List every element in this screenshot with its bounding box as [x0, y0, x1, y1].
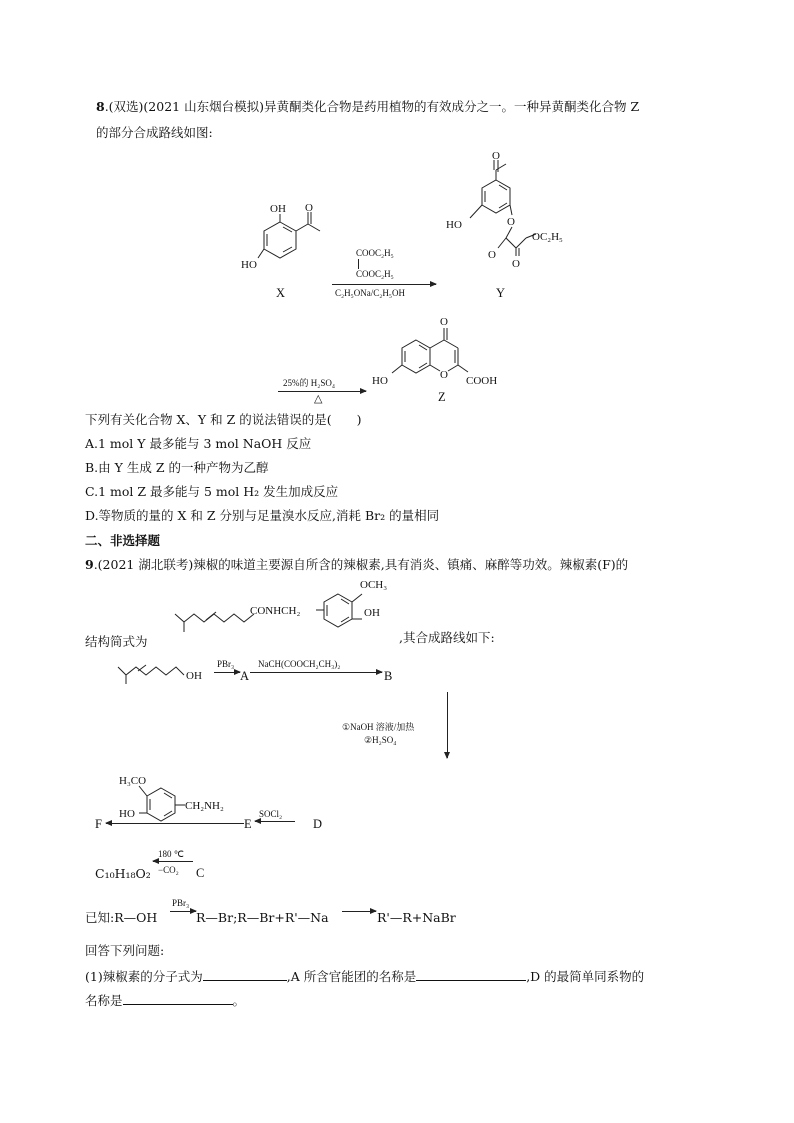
label-a: A [240, 669, 250, 683]
known-end: R'—R+NaBr [377, 910, 456, 925]
q9-number: 9 [85, 557, 94, 572]
answer-blank-functional-group[interactable] [416, 967, 526, 981]
amine-ch2nh2: CH₂NH₂ [185, 800, 224, 812]
sub1-part-a: (1)辣椒素的分子式为 [85, 969, 203, 984]
known-arrow-1 [170, 911, 196, 912]
q8-option-a: A.1 mol Y 最多能与 3 mol NaOH 反应 [85, 436, 312, 451]
label-x: X [276, 286, 286, 300]
q8-stem: 下列有关化合物 X、Y 和 Z 的说法错误的是( ) [85, 412, 362, 427]
arrow-e-to-f [106, 823, 244, 824]
reaction-arrow-y-z [278, 391, 366, 392]
known-mid: R—Br;R—Br+R'—Na [196, 910, 329, 925]
molecule-z [370, 310, 520, 390]
step3-line2: ②H₂SO₄ [364, 735, 397, 745]
known-pbr3: PBr₃ [172, 898, 190, 908]
reagent2-top: 25%的 H₂SO₄ [283, 378, 336, 388]
q8-line2: 的部分合成路线如图: [96, 125, 213, 140]
capsaicin-oh: OH [364, 607, 380, 619]
sub1-part-e: 。 [232, 993, 246, 1008]
label-z: Z [438, 390, 446, 404]
molecule-x [238, 200, 338, 285]
reagent1-top2: COOC₂H₅ [356, 269, 394, 279]
sub1-part-c: ,D 的最简单同系物的 [526, 969, 645, 984]
capsaicin-och3: OCH₃ [360, 579, 388, 591]
x-ho-left: HO [241, 259, 257, 271]
x-oh-top: OH [270, 203, 286, 215]
q8-number: 8 [96, 99, 105, 114]
answer-intro: 回答下列问题: [85, 943, 165, 958]
q8-line1-text: .(双选)(2021 山东烟台模拟)异黄酮类化合物是药用植物的有效成分之一。一种异黄酮类化合物 Z [104, 99, 640, 114]
q9-line1 [85, 557, 628, 573]
decarb-temp: 180 ℃ [158, 849, 184, 859]
label-c: C [196, 866, 205, 880]
decarb-co2: −CO₂ [158, 865, 179, 875]
y-oc2h5: OC₂H₅ [532, 231, 563, 243]
known-arrow-2 [342, 911, 376, 912]
y-o2: O [512, 258, 520, 270]
q8-option-c: C.1 mol Z 最多能与 5 mol H₂ 发生加成反应 [85, 484, 339, 499]
z-o-ring: O [440, 369, 448, 381]
reaction-arrow-x-y [332, 284, 436, 285]
z-ho: HO [372, 375, 388, 387]
arrow-b-to-c [447, 692, 448, 758]
pbr3-reagent: PBr₃ [217, 659, 235, 669]
y-o-ester: O [507, 216, 515, 228]
q9-line1-text: .(2021 湖北联考)辣椒的味道主要源自所含的辣椒素,具有消炎、镇痛、麻醉等功效。辣椒素(F)的 [93, 557, 629, 572]
z-cooh: COOH [466, 375, 498, 387]
amine-ho: HO [119, 808, 135, 820]
amine-h3co: H₃CO [119, 775, 147, 787]
y-ho: HO [446, 219, 462, 231]
sub-question-1 [85, 967, 644, 985]
alcohol-structure [112, 655, 212, 685]
label-d: D [313, 817, 323, 831]
arrow-to-a [214, 672, 240, 673]
sub-question-1-cont [85, 991, 245, 1009]
q9-struct-suffix: ,其合成路线如下: [399, 630, 495, 645]
formula-c10h18o2: C₁₀H₁₈O₂ [95, 866, 151, 881]
label-b: B [384, 669, 393, 683]
malonate-reagent: NaCH(COOCH₂CH₃)₂ [258, 659, 341, 669]
reagent2-bottom: △ [314, 393, 323, 405]
y-o1: O [488, 249, 496, 261]
reagent1-bottom: C₂H₅ONa/C₂H₅OH [335, 288, 406, 298]
sub1-part-d: 名称是 [85, 993, 123, 1008]
q8-option-b: B.由 Y 生成 Z 的一种产物为乙醇 [85, 460, 269, 475]
answer-blank-formula[interactable] [203, 967, 287, 981]
answer-blank-homolog[interactable] [123, 991, 233, 1005]
q8-line1 [96, 99, 639, 115]
known-prefix: 已知:R—OH [85, 910, 158, 925]
label-y: Y [496, 286, 506, 300]
arrow-to-b [250, 672, 382, 673]
step3-line1: ①NaOH 溶液/加热 [342, 722, 415, 732]
label-e: E [244, 817, 252, 831]
q8-option-d: D.等物质的量的 X 和 Z 分别与足量溴水反应,消耗 Br₂ 的量相同 [85, 508, 440, 523]
capsaicin-structure [170, 572, 400, 634]
arrow-d-to-e [255, 821, 295, 822]
alcohol-oh: OH [186, 670, 202, 682]
amine-structure [115, 770, 245, 826]
reagent1-top1: COOC₂H₅ [356, 248, 394, 258]
x-o-ketone: O [305, 202, 313, 214]
arrow-c-to-formula [153, 861, 193, 862]
molecule-y [440, 152, 570, 272]
z-o-top: O [440, 316, 448, 328]
q9-struct-prefix: 结构简式为 [85, 634, 148, 649]
section-heading: 二、非选择题 [85, 533, 161, 548]
y-o-top: O [492, 150, 500, 162]
capsaicin-amide: CONHCH₂ [250, 605, 301, 617]
socl2-reagent: SOCl₂ [259, 809, 283, 819]
reagent1-bond [358, 259, 359, 269]
sub1-part-b: ,A 所含官能团的名称是 [286, 969, 417, 984]
label-f: F [95, 817, 102, 831]
